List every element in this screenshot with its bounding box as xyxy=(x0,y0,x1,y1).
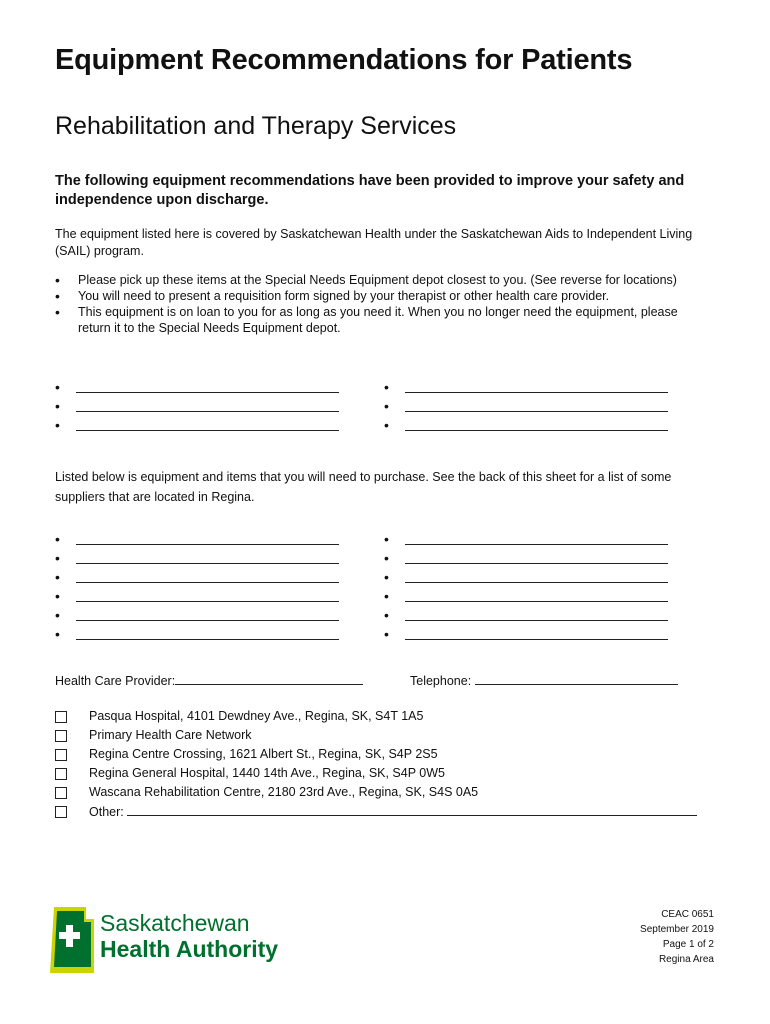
purchase-field[interactable] xyxy=(76,582,339,583)
page-number: Page 1 of 2 xyxy=(662,939,714,950)
other-field[interactable] xyxy=(127,802,697,816)
bullet-dot: • xyxy=(55,550,60,566)
logo-line-1: Saskatchewan xyxy=(100,910,250,936)
other-checkbox[interactable] xyxy=(55,806,67,818)
bullet-dot: • xyxy=(384,607,389,623)
telephone-field[interactable] xyxy=(475,671,678,685)
location-option xyxy=(55,783,697,802)
form-code: CEAC 0651 xyxy=(661,909,714,920)
bullet-dot: • xyxy=(55,531,60,547)
loan-equipment-field[interactable] xyxy=(405,411,668,412)
bullet-dot: • xyxy=(384,531,389,547)
bullet-dot: • xyxy=(55,626,60,642)
bullet-dot: • xyxy=(384,398,389,414)
health-care-provider-row xyxy=(55,671,363,688)
location-checkbox[interactable] xyxy=(55,768,67,780)
telephone-label: Telephone: xyxy=(410,674,472,688)
purchase-field[interactable] xyxy=(76,639,339,640)
instruction-item: • You will need to present a requisition form signed by your therapist or other health care provider. xyxy=(55,288,705,304)
page-subtitle: Rehabilitation and Therapy Services xyxy=(55,112,457,140)
purchase-field[interactable] xyxy=(76,563,339,564)
location-checklist xyxy=(55,707,697,821)
instructions-list xyxy=(55,272,705,336)
instruction-item: • This equipment is on loan to you for as long as you need it. When you no longer need the equipment, please return it to the Special Needs Equipment depot. xyxy=(55,304,705,336)
bullet-dot: • xyxy=(384,569,389,585)
bullet-dot: • xyxy=(55,379,60,395)
loan-equipment-field[interactable] xyxy=(405,430,668,431)
bullet-dot: • xyxy=(55,417,60,433)
location-option-other xyxy=(55,802,697,821)
cross-icon-horizontal xyxy=(59,932,80,939)
location-checkbox[interactable] xyxy=(55,711,67,723)
loan-equipment-field[interactable] xyxy=(76,430,339,431)
purchase-field[interactable] xyxy=(405,582,668,583)
form-footer xyxy=(640,907,714,967)
health-care-provider-field[interactable] xyxy=(175,671,363,685)
location-label: Primary Health Care Network xyxy=(89,728,252,742)
form-date: September 2019 xyxy=(640,924,714,935)
bullet-dot: • xyxy=(384,626,389,642)
location-label: Regina General Hospital, 1440 14th Ave., Regina, SK, S4P 0W5 xyxy=(89,766,446,780)
instruction-item: • Please pick up these items at the Special Needs Equipment depot closest to you. (See reverse for locations) xyxy=(55,272,705,288)
location-label: Pasqua Hospital, 4101 Dewdney Ave., Regina, SK, S4T 1A5 xyxy=(89,709,424,723)
form-area: Regina Area xyxy=(658,954,714,965)
location-option xyxy=(55,726,697,745)
bullet-dot: • xyxy=(384,417,389,433)
telephone-row xyxy=(410,671,678,688)
purchase-field[interactable] xyxy=(76,601,339,602)
intro-paragraph: The equipment listed here is covered by Saskatchewan Health under the Saskatchewan Aids to Independent Living (SAIL) program. xyxy=(55,227,693,258)
purchase-field[interactable] xyxy=(405,601,668,602)
loan-equipment-field[interactable] xyxy=(76,411,339,412)
location-label: Wascana Rehabilitation Centre, 2180 23rd Ave., Regina, SK, S4S 0A5 xyxy=(89,785,479,799)
location-checkbox[interactable] xyxy=(55,730,67,742)
bullet-dot: • xyxy=(384,379,389,395)
other-label: Other: xyxy=(89,805,124,819)
bullet-dot: • xyxy=(55,607,60,623)
purchase-field[interactable] xyxy=(76,620,339,621)
health-care-provider-label: Health Care Provider: xyxy=(55,674,176,688)
loan-equipment-field[interactable] xyxy=(405,392,668,393)
location-label: Regina Centre Crossing, 1621 Albert St., Regina, SK, S4P 2S5 xyxy=(89,747,438,761)
loan-equipment-field[interactable] xyxy=(76,392,339,393)
location-checkbox[interactable] xyxy=(55,749,67,761)
page-title: Equipment Recommendations for Patients xyxy=(55,44,633,76)
purchase-field[interactable] xyxy=(405,620,668,621)
purchase-paragraph: Listed below is equipment and items that you will need to purchase. See the back of this sheet for a list of some suppliers that are located in Regina. xyxy=(55,470,672,504)
logo-wordmark xyxy=(100,910,278,962)
bullet-dot: • xyxy=(55,398,60,414)
location-checkbox[interactable] xyxy=(55,787,67,799)
purchase-field[interactable] xyxy=(76,544,339,545)
logo-line-2: Health Authority xyxy=(100,936,279,962)
purchase-field[interactable] xyxy=(405,639,668,640)
purchase-field[interactable] xyxy=(405,563,668,564)
location-option xyxy=(55,745,697,764)
bullet-dot: • xyxy=(384,588,389,604)
location-option xyxy=(55,764,697,783)
bullet-dot: • xyxy=(384,550,389,566)
intro-heading: The following equipment recommendations have been provided to improve your safety and independence upon discharge. xyxy=(55,173,685,208)
bullet-dot: • xyxy=(55,569,60,585)
location-option xyxy=(55,707,697,726)
bullet-dot: • xyxy=(55,588,60,604)
purchase-field[interactable] xyxy=(405,544,668,545)
